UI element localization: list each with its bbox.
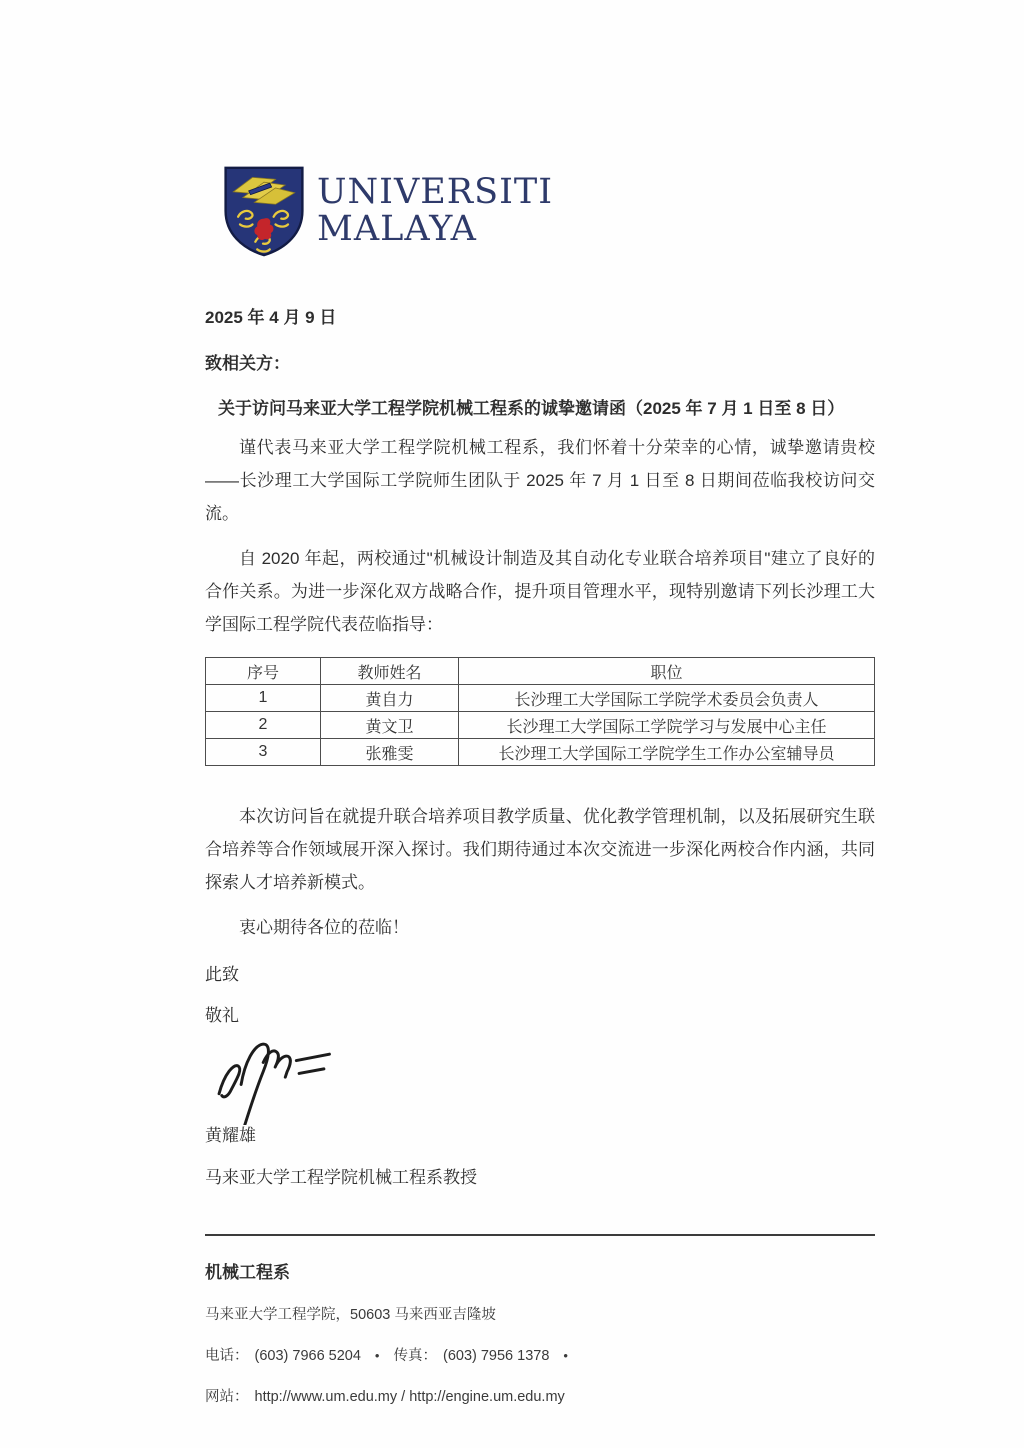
fax-number: (603) 7956 1378 (442, 1348, 550, 1364)
bullet-separator: • (374, 1348, 380, 1363)
delegates-table (205, 657, 875, 766)
website-urls: http://www.um.edu.my / http://engine.um.edu.my (254, 1389, 565, 1405)
signature-image (207, 1033, 347, 1125)
cell-no: 2 (206, 712, 321, 739)
cell-title: 长沙理工大学国际工学院学生工作办公室辅导员 (459, 739, 875, 766)
paragraph-2: 自 2020 年起，两校通过"机械设计制造及其自动化专业联合培养项目"建立了良好的合作关系。为进一步深化双方战略合作，提升项目管理水平，现特别邀请下列长沙理工大学国际工程学院代表莅临指导： (205, 549, 875, 634)
cell-title: 长沙理工大学国际工学院学术委员会负责人 (459, 685, 875, 712)
signer-name: 黄耀雄 (205, 1126, 256, 1145)
university-logo (223, 163, 875, 259)
cell-name: 黄自力 (321, 685, 459, 712)
table-row (206, 712, 875, 739)
university-wordmark (317, 174, 553, 248)
cell-name: 黄文卫 (321, 712, 459, 739)
signer-title: 马来亚大学工程学院机械工程系教授 (205, 1168, 477, 1187)
fax-label: 传真： (393, 1348, 437, 1364)
cell-no: 3 (206, 739, 321, 766)
logo-line2: MALAYA (317, 209, 477, 249)
cell-name: 张雅雯 (321, 739, 459, 766)
subject-line: 关于访问马来亚大学工程学院机械工程系的诚挚邀请函（2025 年 7 月 1 日至 8 日） (218, 399, 845, 418)
phone-number: (603) 7966 5204 (254, 1348, 361, 1364)
cell-title: 长沙理工大学国际工学院学习与发展中心主任 (459, 712, 875, 739)
table-header-name: 教师姓名 (321, 658, 459, 685)
bullet-separator: • (563, 1348, 568, 1363)
paragraph-4: 衷心期待各位的莅临！ (239, 918, 409, 937)
letter-date: 2025 年 4 月 9 日 (205, 308, 337, 327)
website-label: 网站： (205, 1389, 249, 1405)
salutation: 致相关方： (205, 354, 290, 373)
footer-divider (205, 1234, 875, 1236)
phone-label: 电话： (205, 1348, 249, 1364)
table-row (206, 685, 875, 712)
paragraph-3: 本次访问旨在就提升联合培养项目教学质量、优化教学管理机制，以及拓展研究生联合培养等合作领域展开深入探讨。我们期待通过本次交流进一步深化两校合作内涵，共同探索人才培养新模式。 (205, 807, 875, 892)
footer-contact (205, 1344, 875, 1365)
table-header-row (206, 658, 875, 685)
footer-department: 机械工程系 (205, 1263, 290, 1282)
cell-no: 1 (206, 685, 321, 712)
university-crest-icon (223, 163, 305, 259)
footer-website (205, 1385, 875, 1406)
table-row (206, 739, 875, 766)
table-header-title: 职位 (459, 658, 875, 685)
footer-address: 马来亚大学工程学院，50603 马来西亚吉隆坡 (205, 1307, 496, 1323)
closing-cizhi: 此致 (205, 965, 239, 984)
table-header-no: 序号 (206, 658, 321, 685)
logo-line1: UNIVERSITI (317, 172, 554, 212)
closing-jingli: 敬礼 (205, 1006, 239, 1025)
paragraph-1: 谨代表马来亚大学工程学院机械工程系，我们怀着十分荣幸的心情，诚挚邀请贵校——长沙理工大学国际工学院师生团队于 2025 年 7 月 1 日至 8 日期间莅临我校访问交流。 (205, 438, 875, 523)
